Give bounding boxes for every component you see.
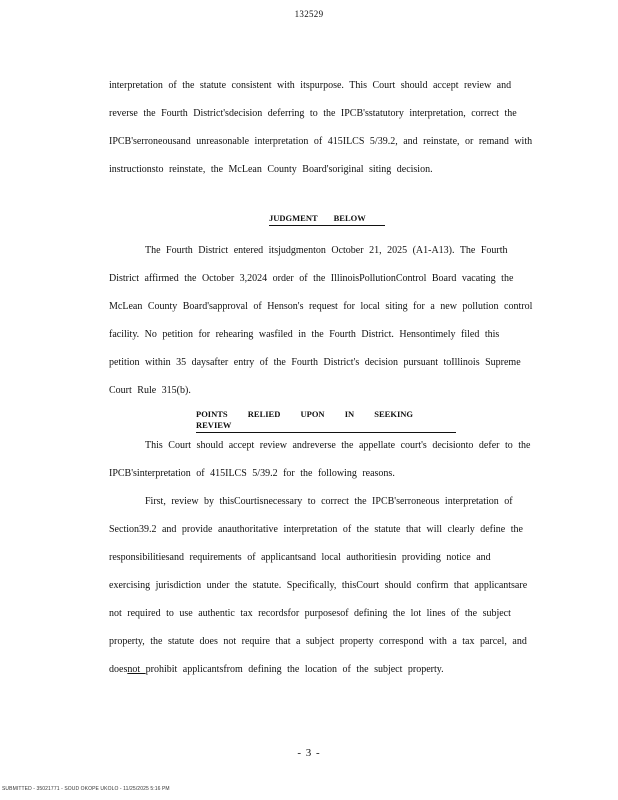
paragraph-intro: interpretation of the statute consistent with itspurpose. This Court should accept review and reverse the Fourth District'sdecision deferring to the IPCB'sstatutory interpretation, correct the IPCB'serroneousand unreasonable interpretation of 415ILCS 5/39.2, and reinstate, or remand with instructionsto reinstate, the McLean County Board'soriginal siting decision. [109,80,533,175]
heading-judgment-below: JUDGMENT BELOW [269,213,385,226]
paragraph-judgment: The Fourth District entered itsjudgmenton October 21, 2025 (A1-A13). The Fourth District affirmed the October 3,2024 order of the IllinoisPollutionControl Board vacating the McLean County Board'sapproval of Henson's request for local siting for a new pollution control facility. No petition for rehearing wasfiled in the Fourth District. Hensontimely filed this petition within 35 daysafter entry of the Fourth District's decision pursuant toIllinois Supreme Court Rule 315(b). [109,245,533,396]
document-id: 132529 [294,9,324,19]
underlined-word: not [127,664,146,675]
page-number: - 3 - [297,747,321,759]
submission-stamp: SUBMITTED - 35021771 - SOUD OKOPE UKOLO - 11/25/2025 5:16 PM [2,786,170,792]
heading-points-relied-upon: POINTS RELIED UPON IN SEEKING REVIEW [196,409,456,433]
paragraph-first-reason [109,488,533,684]
paragraph-reasons-intro: This Court should accept review andreverse the appellate court's decisionto defer to the IPCB'sinterpretation of 415ILCS 5/39.2 for the following reasons. [109,440,531,479]
paragraph-first-reason-text: First, review by thisCourtisnecessary to correct the IPCB'serroneous interpretation of Section39.2 and provide anauthoritative interpretation of the statute that will clearly define the responsibilitiesand requirements of applicantsand local authoritiesin providing notice and exercising jurisdiction under the statute. Specifically, thisCourt should confirm that applicantsare not required to use authentic tax recordsfor purposesof defining the lot lines of the subject property, the statute does not require that a subject property correspond with a tax parcel, and does [109,496,528,675]
paragraph-first-reason-end: prohibit applicantsfrom defining the location of the subject property. [145,664,444,675]
